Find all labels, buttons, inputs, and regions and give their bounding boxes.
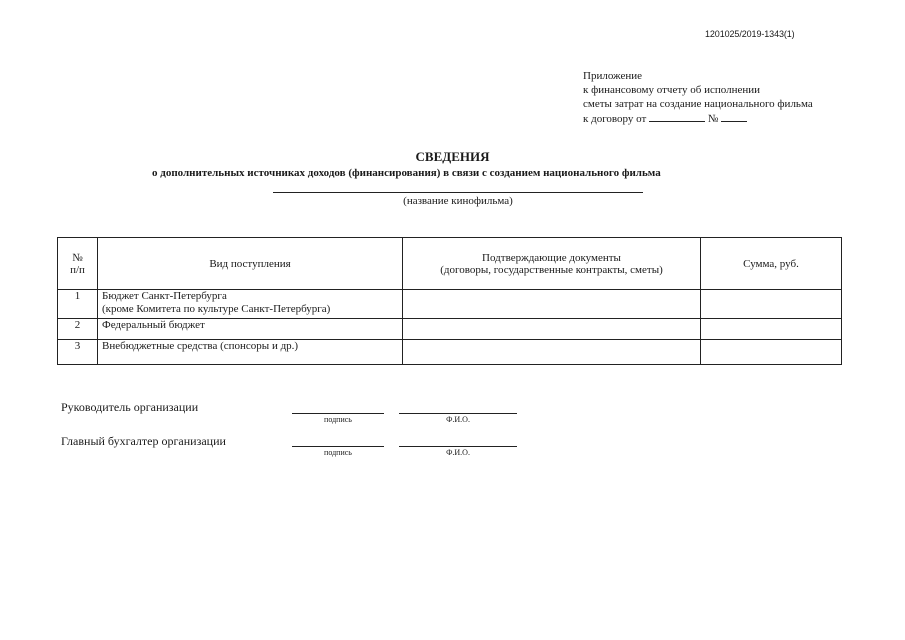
appendix-line-3: сметы затрат на создание национального фильма — [583, 98, 813, 110]
row-amount — [701, 340, 842, 365]
header-number-line2: п/п — [70, 263, 85, 276]
contract-number-blank — [721, 111, 747, 122]
head-signature-line — [292, 413, 384, 414]
row-amount — [701, 290, 842, 319]
accountant-name-line — [399, 446, 517, 447]
header-income-type: Вид поступления — [98, 238, 403, 290]
accountant-signature-caption: подпись — [324, 448, 352, 457]
table-header-row — [58, 238, 842, 290]
page-title: СВЕДЕНИЯ — [415, 149, 490, 164]
accountant-name-caption: Ф.И.О. — [446, 448, 470, 457]
row-documents — [403, 319, 701, 340]
header-number-line1: № — [72, 251, 83, 264]
accountant-signature-line — [292, 446, 384, 447]
row-income-type-line1: Бюджет Санкт-Петербурга — [102, 290, 227, 302]
document-id: 1201025/2019-1343(1) — [705, 29, 795, 39]
head-name-line — [399, 413, 517, 414]
header-documents — [403, 238, 701, 290]
header-number — [58, 238, 98, 290]
row-number: 2 — [58, 319, 98, 340]
row-documents — [403, 290, 701, 319]
row-amount — [701, 319, 842, 340]
row-documents — [403, 340, 701, 365]
contract-number-label: № — [707, 113, 719, 125]
row-number: 3 — [58, 340, 98, 365]
contract-date-blank — [649, 111, 705, 122]
page-subtitle: о дополнительных источниках доходов (финансирования) в связи с созданием национального фильма — [152, 167, 661, 179]
appendix-line-2: к финансовому отчету об исполнении — [583, 84, 761, 96]
film-name-caption: (название кинофильма) — [403, 195, 513, 207]
row-income-type: Внебюджетные средства (спонсоры и др.) — [98, 340, 403, 365]
row-income-type — [98, 290, 403, 319]
table-row — [58, 340, 842, 365]
row-income-type: Федеральный бюджет — [98, 319, 403, 340]
head-name-caption: Ф.И.О. — [446, 415, 470, 424]
film-name-line — [273, 192, 643, 193]
header-amount: Сумма, руб. — [701, 238, 842, 290]
header-documents-line2: (договоры, государственные контракты, сметы) — [440, 263, 663, 276]
head-signature-caption: подпись — [324, 415, 352, 424]
appendix-line-1: Приложение — [583, 70, 643, 82]
table-row — [58, 290, 842, 319]
accountant-signature-label: Главный бухгалтер организации — [61, 434, 226, 448]
appendix-note — [583, 69, 813, 126]
contract-date-label: к договору от — [583, 113, 647, 125]
head-signature-label: Руководитель организации — [61, 400, 199, 414]
header-documents-line1: Подтверждающие документы — [482, 251, 621, 264]
row-number: 1 — [58, 290, 98, 319]
income-sources-table — [57, 237, 842, 365]
appendix-line-4 — [583, 111, 813, 126]
row-income-type-line2: (кроме Комитета по культуре Санкт-Петербурга) — [102, 303, 331, 315]
table-row — [58, 319, 842, 340]
